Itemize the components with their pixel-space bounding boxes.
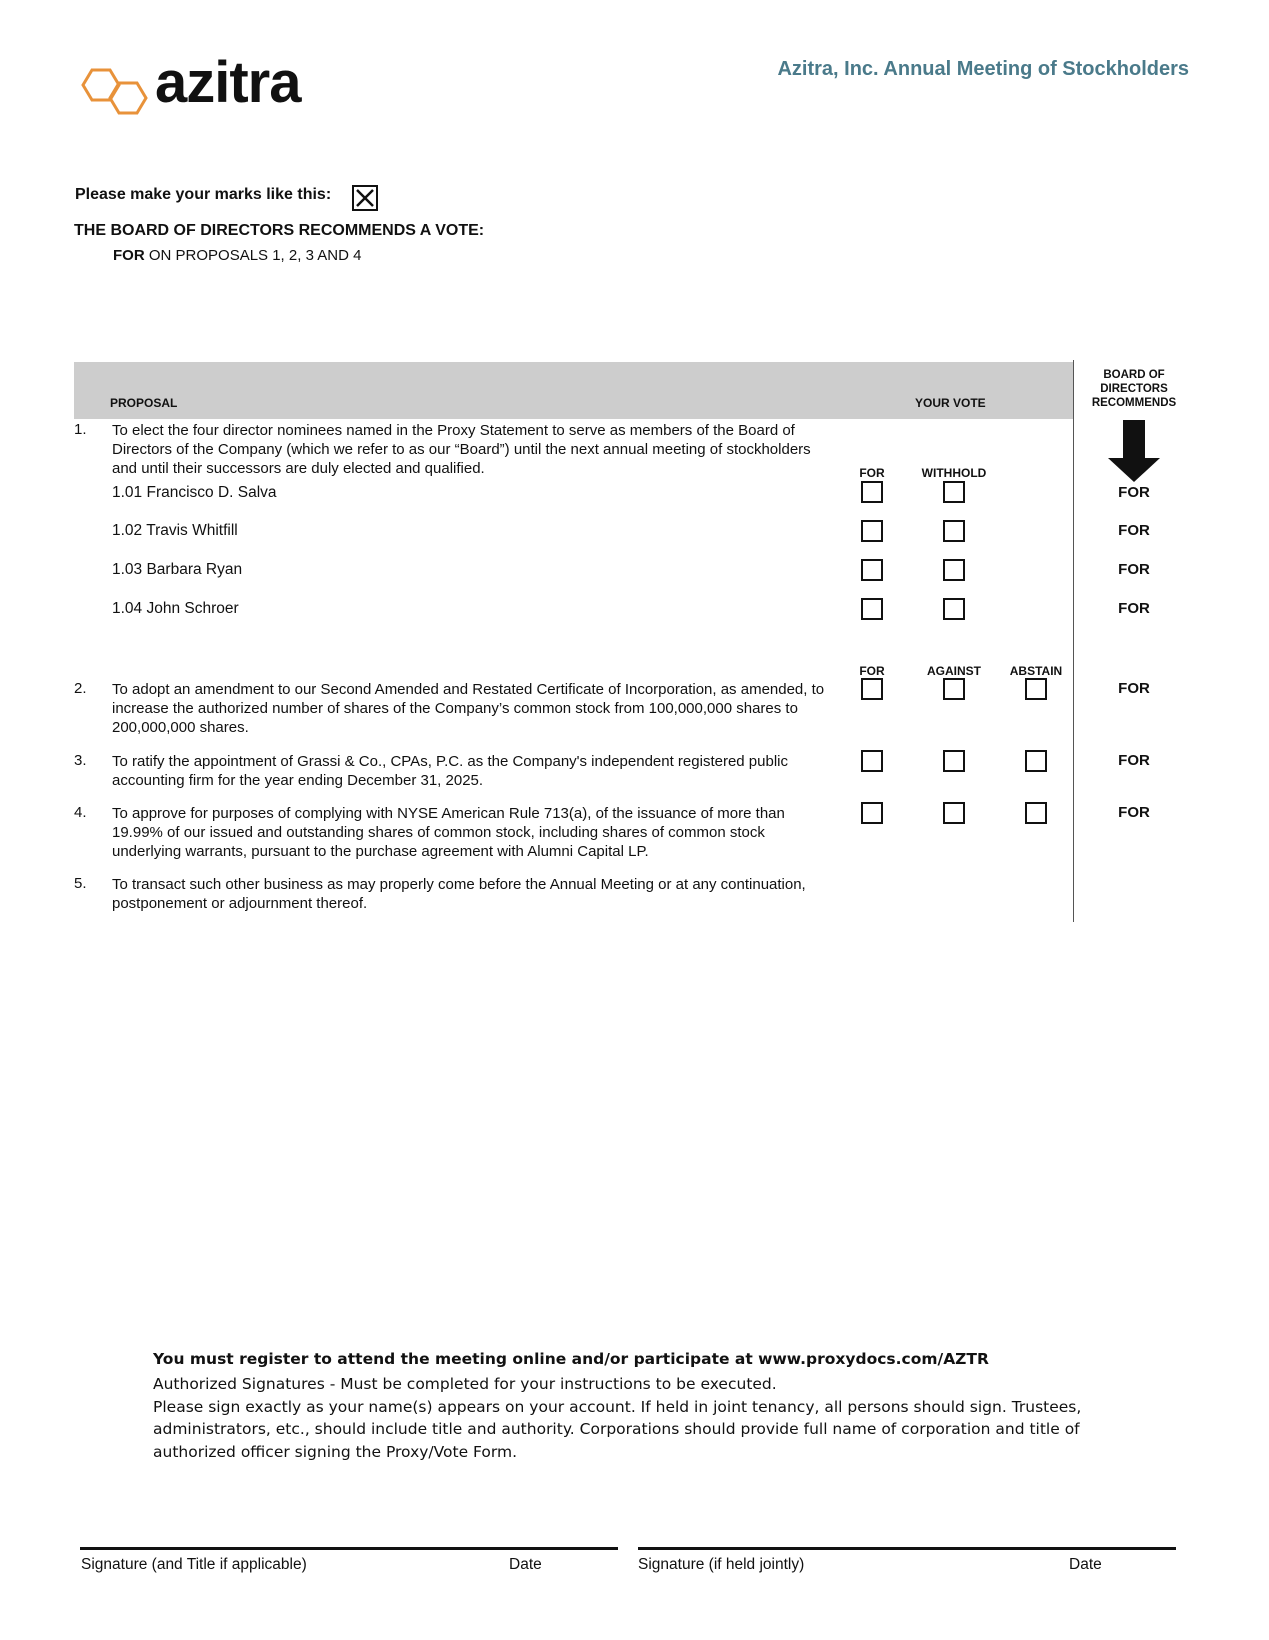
- table-header-band: [74, 362, 1073, 419]
- nominee-1-03: 1.03 Barbara Ryan: [112, 561, 243, 578]
- proposal-2-text: To adopt an amendment to our Second Amended and Restated Certificate of Incorporation, as amended, to increase the authorized number of shares of the Company’s common stock from 100,000,000 shares to 200,000,000 shares.: [112, 681, 825, 736]
- proposal-5-text: To transact such other business as may properly come before the Annual Meeting or at any continuation, postponement or adjournment thereof.: [112, 876, 806, 912]
- board-recommends-heading: THE BOARD OF DIRECTORS RECOMMENDS A VOTE:: [74, 222, 485, 239]
- proposal-2-for-checkbox[interactable]: [861, 678, 883, 700]
- board-recommends-detail: [113, 247, 361, 264]
- proposal-5-number: 5.: [74, 875, 87, 892]
- proposal-1-number: 1.: [74, 421, 87, 438]
- date-2-label: Date: [1069, 1556, 1102, 1573]
- proposal-3-number: 3.: [74, 752, 87, 769]
- proposal-4-for-checkbox[interactable]: [861, 802, 883, 824]
- nominee-1-01-for-checkbox[interactable]: [861, 481, 883, 503]
- col-withhold-header: WITHHOLD: [921, 466, 987, 480]
- nominee-1-04: 1.04 John Schroer: [112, 600, 239, 617]
- proposal-4-text: To approve for purposes of complying with NYSE American Rule 713(a), of the issuance of more than 19.99% of our issued and outstanding shares of common stock, including shares of common stock underlying warrants, pursuant to the purchase agreement with Alumni Capital LP.: [112, 805, 785, 860]
- signature-line-1[interactable]: [80, 1547, 618, 1550]
- col-abstain-header: ABSTAIN: [1009, 664, 1063, 678]
- registration-notice: You must register to attend the meeting online and/or participate at www.proxydocs.com/AZTR: [153, 1350, 989, 1368]
- nominee-1-01-recommendation: FOR: [1118, 484, 1150, 501]
- proposal-4-recommendation: FOR: [1118, 804, 1150, 821]
- nominee-1-03-recommendation: FOR: [1118, 561, 1150, 578]
- recommendation-divider: [1073, 360, 1074, 922]
- board-recommends-for: FOR: [113, 247, 145, 264]
- nominee-1-02-recommendation: FOR: [1118, 522, 1150, 539]
- proposal-header: PROPOSAL: [110, 396, 178, 410]
- nominee-1-03-for-checkbox[interactable]: [861, 559, 883, 581]
- company-logo: [80, 50, 340, 115]
- nominee-1-03-withhold-checkbox[interactable]: [943, 559, 965, 581]
- proposal-3-recommendation: FOR: [1118, 752, 1150, 769]
- nominee-1-04-for-checkbox[interactable]: [861, 598, 883, 620]
- signature-2-label: Signature (if held jointly): [638, 1556, 805, 1573]
- nominee-1-02: 1.02 Travis Whitfill: [112, 522, 238, 539]
- marks-instruction: Please make your marks like this:: [75, 186, 332, 203]
- down-arrow-icon: [1105, 420, 1163, 482]
- authorized-signatures-note: Authorized Signatures - Must be completed for your instructions to be executed.: [153, 1375, 777, 1393]
- proposal-4-number: 4.: [74, 804, 87, 821]
- proposal-4-against-checkbox[interactable]: [943, 802, 965, 824]
- logo-wordmark: azitra: [155, 50, 301, 115]
- sample-mark-icon: [352, 185, 378, 211]
- proposal-3-against-checkbox[interactable]: [943, 750, 965, 772]
- proposal-4-abstain-checkbox[interactable]: [1025, 802, 1047, 824]
- nominee-1-02-withhold-checkbox[interactable]: [943, 520, 965, 542]
- meeting-title: Azitra, Inc. Annual Meeting of Stockholders: [777, 58, 1189, 80]
- signature-1-label: Signature (and Title if applicable): [81, 1556, 307, 1573]
- proposal-2-number: 2.: [74, 680, 87, 697]
- col-for-header-2: FOR: [859, 664, 885, 678]
- proposal-2-recommendation: FOR: [1118, 680, 1150, 697]
- proposal-2-abstain-checkbox[interactable]: [1025, 678, 1047, 700]
- your-vote-header: YOUR VOTE: [915, 396, 986, 410]
- nominee-1-04-withhold-checkbox[interactable]: [943, 598, 965, 620]
- date-1-label: Date: [509, 1556, 542, 1573]
- nominee-1-01: 1.01 Francisco D. Salva: [112, 484, 277, 501]
- board-recommends-header: BOARD OF DIRECTORS RECOMMENDS: [1091, 369, 1177, 409]
- signature-line-2[interactable]: [638, 1547, 1176, 1550]
- proposal-1-text: To elect the four director nominees named in the Proxy Statement to serve as members of the Board of Directors of the Company (which we refer to as our “Board”) until the next annual meeting of stockholders and until their successors are duly elected and qualified.: [112, 422, 811, 477]
- hexagon-logo-icon: [80, 55, 155, 115]
- col-for-header: FOR: [859, 466, 885, 480]
- nominee-1-04-recommendation: FOR: [1118, 600, 1150, 617]
- nominee-1-02-for-checkbox[interactable]: [861, 520, 883, 542]
- signature-instructions: [153, 1373, 1103, 1463]
- board-recommends-rest: ON PROPOSALS 1, 2, 3 AND 4: [148, 247, 362, 264]
- col-against-header: AGAINST: [927, 664, 981, 678]
- proposal-2-against-checkbox[interactable]: [943, 678, 965, 700]
- proposal-3-abstain-checkbox[interactable]: [1025, 750, 1047, 772]
- signing-instructions: Please sign exactly as your name(s) appears on your account. If held in joint tenancy, all persons should sign. Trustees, administrators, etc., should include title and authority. Corporations should provide full name of corporation and title of authorized officer signing the Proxy/Vote Form.: [153, 1397, 1082, 1461]
- proposal-3-for-checkbox[interactable]: [861, 750, 883, 772]
- proposal-3-text: To ratify the appointment of Grassi & Co., CPAs, P.C. as the Company's independent registered public accounting firm for the year ending December 31, 2025.: [112, 753, 788, 789]
- nominee-1-01-withhold-checkbox[interactable]: [943, 481, 965, 503]
